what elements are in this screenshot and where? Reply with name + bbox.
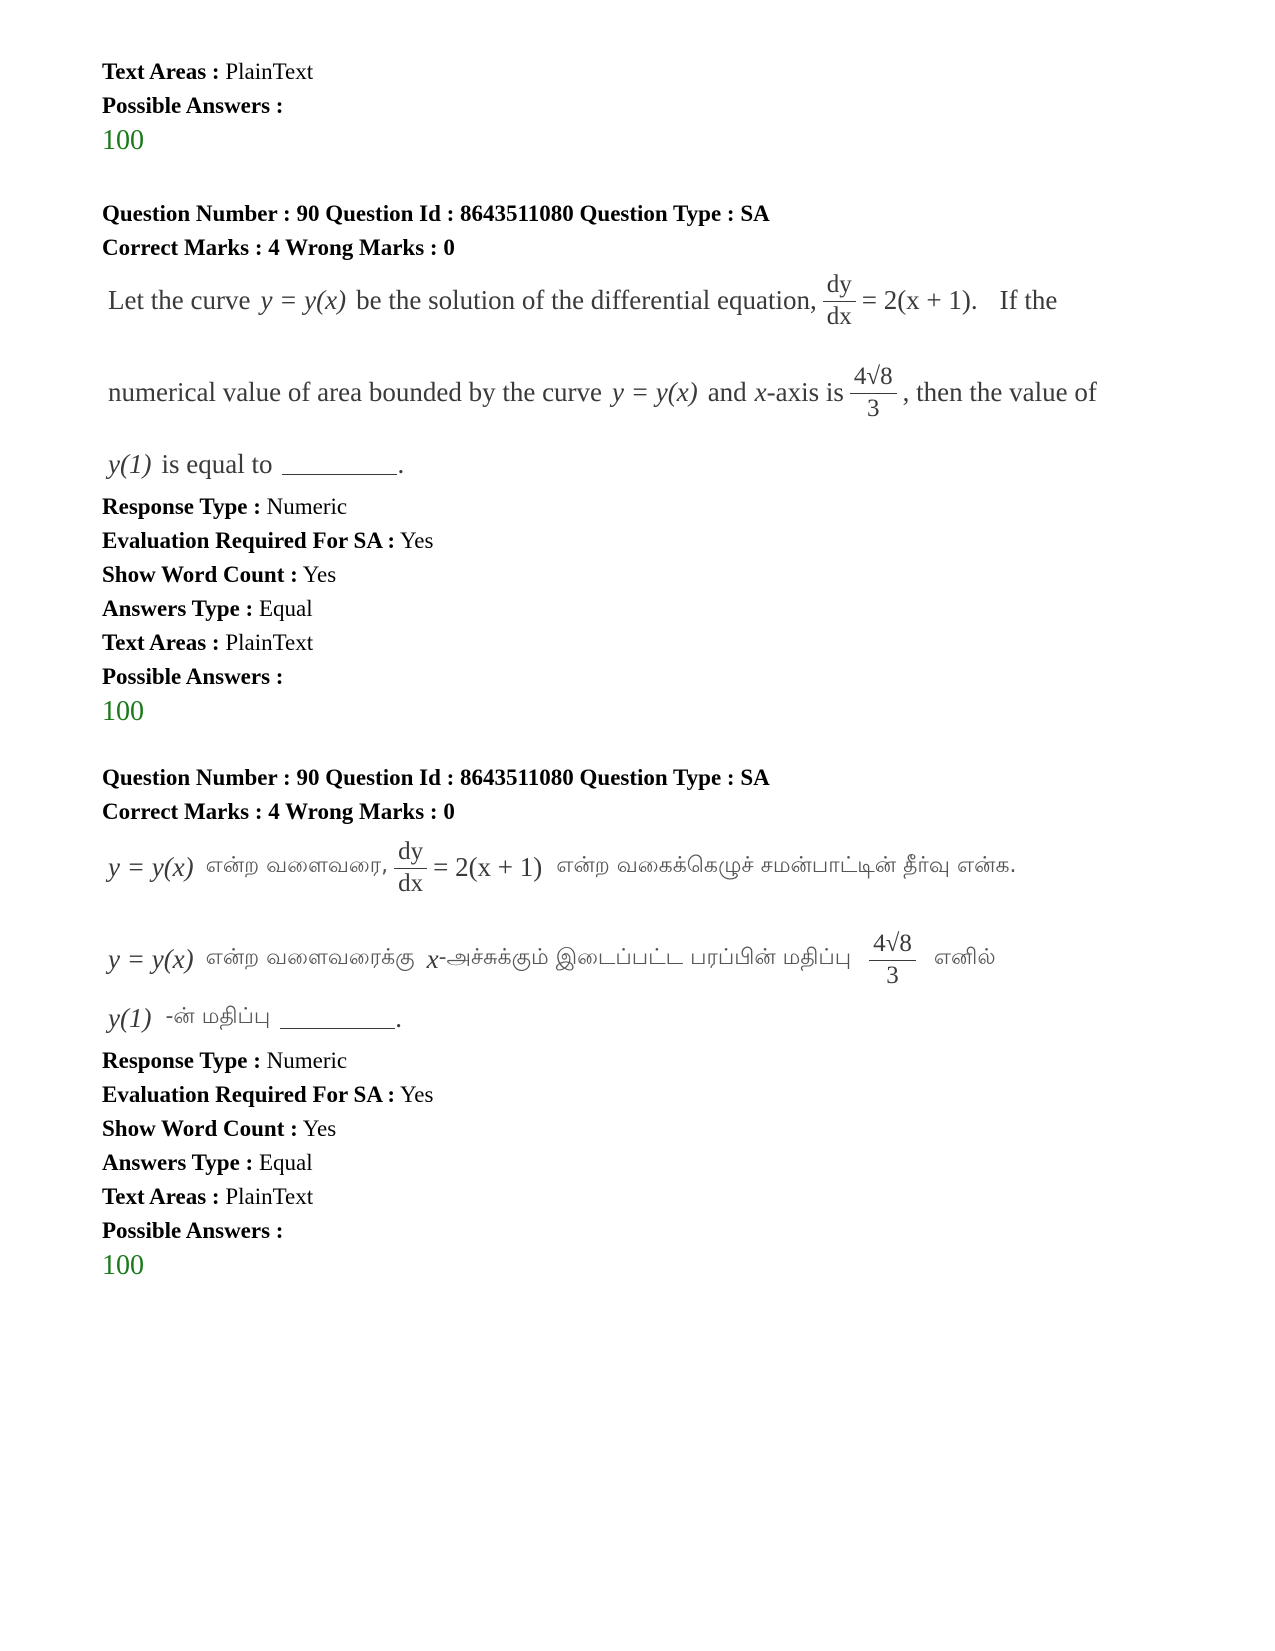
marks-line: Correct Marks : 4 Wrong Marks : 0 bbox=[102, 799, 455, 824]
text-run: -அச்சுக்கும் இடைப்பட்ட பரப்பின் மதிப்பு bbox=[438, 945, 852, 970]
field-value: Yes bbox=[302, 562, 337, 587]
previous-question-tail bbox=[102, 55, 1202, 159]
area-fraction bbox=[869, 928, 916, 991]
fraction-denominator: dx bbox=[398, 869, 424, 897]
field-value: Yes bbox=[400, 528, 434, 553]
field-label: Response Type : bbox=[102, 494, 261, 519]
field-label: Show Word Count : bbox=[102, 1116, 298, 1141]
text-areas-row bbox=[102, 1180, 1202, 1214]
question-metadata bbox=[102, 1044, 1202, 1284]
variable: x bbox=[426, 943, 439, 974]
equation: y = y(x) bbox=[108, 943, 194, 974]
text-run: If the bbox=[999, 284, 1058, 315]
question-text-row: y(1) is equal to . bbox=[108, 448, 405, 479]
field-label: Text Areas : bbox=[102, 630, 220, 655]
question-text-image bbox=[102, 830, 1182, 1045]
equation: y(1) bbox=[108, 448, 152, 479]
question-text-row bbox=[108, 354, 1097, 430]
text-areas-row bbox=[102, 626, 1202, 660]
possible-answers-row bbox=[102, 1214, 1202, 1248]
fraction-denominator: 3 bbox=[886, 961, 899, 989]
response-type-row bbox=[102, 490, 1202, 524]
field-value: Numeric bbox=[266, 1048, 348, 1073]
text-areas-row bbox=[102, 55, 1202, 89]
answer-blank bbox=[280, 1008, 395, 1029]
answers-type-row bbox=[102, 1146, 1202, 1180]
text-run: என்ற வளைவரை, bbox=[205, 853, 389, 878]
question-meta-line: Question Number : 90 Question Id : 8643511080 Question Type : SA bbox=[102, 765, 770, 790]
question-header bbox=[102, 761, 1202, 829]
derivative-fraction bbox=[823, 269, 856, 332]
answer-blank bbox=[282, 454, 397, 475]
text-run: என்ற வளைவரைக்கு bbox=[205, 945, 415, 970]
text-run: numerical value of area bounded by the curve bbox=[108, 376, 603, 407]
response-type-row bbox=[102, 1044, 1202, 1078]
field-value: Equal bbox=[258, 596, 313, 621]
field-label: Possible Answers : bbox=[102, 664, 284, 689]
marks-line: Correct Marks : 4 Wrong Marks : 0 bbox=[102, 235, 455, 260]
field-value: Numeric bbox=[266, 494, 348, 519]
text-run: be the solution of the differential equation, bbox=[356, 284, 817, 315]
question-text-row bbox=[108, 830, 1017, 904]
derivative-fraction bbox=[394, 836, 427, 899]
fraction-denominator: dx bbox=[826, 302, 852, 330]
question-meta-line: Question Number : 90 Question Id : 8643511080 Question Type : SA bbox=[102, 201, 770, 226]
equation: = 2(x + 1). bbox=[861, 284, 978, 315]
area-fraction bbox=[850, 361, 897, 424]
question-header bbox=[102, 197, 1202, 265]
show-word-count-row bbox=[102, 1112, 1202, 1146]
equation: = 2(x + 1) bbox=[433, 851, 543, 882]
field-value: PlainText bbox=[225, 630, 314, 655]
text-run: is equal to bbox=[161, 448, 273, 479]
possible-answer-value: 100 bbox=[102, 1250, 144, 1281]
field-value: Yes bbox=[302, 1116, 337, 1141]
question-metadata bbox=[102, 490, 1202, 730]
fraction-numerator: 4√8 bbox=[869, 928, 916, 961]
text-run: and bbox=[707, 376, 747, 407]
question-text-row: y(1) -ன் மதிப்பு . bbox=[108, 1002, 402, 1033]
text-run: எனில் bbox=[933, 945, 996, 970]
question-text-row bbox=[108, 922, 996, 996]
field-value: Yes bbox=[400, 1082, 434, 1107]
fraction-numerator: dy bbox=[823, 269, 856, 302]
equation: y = y(x) bbox=[108, 851, 194, 882]
text-run: -axis is bbox=[766, 376, 844, 407]
text-run: , then the value of bbox=[902, 376, 1097, 407]
evaluation-required-row bbox=[102, 524, 1202, 558]
text-run: Let the curve bbox=[108, 284, 251, 315]
equation: y = y(x) bbox=[612, 376, 698, 407]
fraction-numerator: dy bbox=[394, 836, 427, 869]
question-text-image bbox=[102, 262, 1182, 492]
equation: y(1) bbox=[108, 1002, 152, 1033]
field-label: Text Areas : bbox=[102, 1184, 220, 1209]
field-label: Text Areas : bbox=[102, 59, 220, 84]
text-run: என்ற வகைக்கெழுச் சமன்பாட்டின் தீர்வு என்க. bbox=[556, 853, 1017, 878]
field-label: Answers Type : bbox=[102, 596, 254, 621]
possible-answers-row bbox=[102, 89, 1202, 123]
possible-answers-row bbox=[102, 660, 1202, 694]
equation: y = y(x) bbox=[260, 284, 347, 315]
field-label: Response Type : bbox=[102, 1048, 261, 1073]
field-label: Evaluation Required For SA : bbox=[102, 528, 396, 553]
field-label: Possible Answers : bbox=[102, 1218, 284, 1243]
fraction-denominator: 3 bbox=[867, 394, 880, 422]
text-run: -ன் மதிப்பு bbox=[165, 1004, 271, 1029]
show-word-count-row bbox=[102, 558, 1202, 592]
question-text-row bbox=[108, 262, 1057, 338]
field-value: PlainText bbox=[225, 1184, 314, 1209]
fraction-numerator: 4√8 bbox=[850, 361, 897, 394]
field-label: Show Word Count : bbox=[102, 562, 298, 587]
field-label: Answers Type : bbox=[102, 1150, 254, 1175]
possible-answer-value: 100 bbox=[102, 696, 144, 727]
answers-type-row bbox=[102, 592, 1202, 626]
field-value: Equal bbox=[258, 1150, 313, 1175]
field-value: PlainText bbox=[225, 59, 314, 84]
variable: x bbox=[754, 376, 767, 407]
field-label: Evaluation Required For SA : bbox=[102, 1082, 396, 1107]
field-label: Possible Answers : bbox=[102, 93, 284, 118]
evaluation-required-row bbox=[102, 1078, 1202, 1112]
possible-answer-value: 100 bbox=[102, 125, 144, 156]
